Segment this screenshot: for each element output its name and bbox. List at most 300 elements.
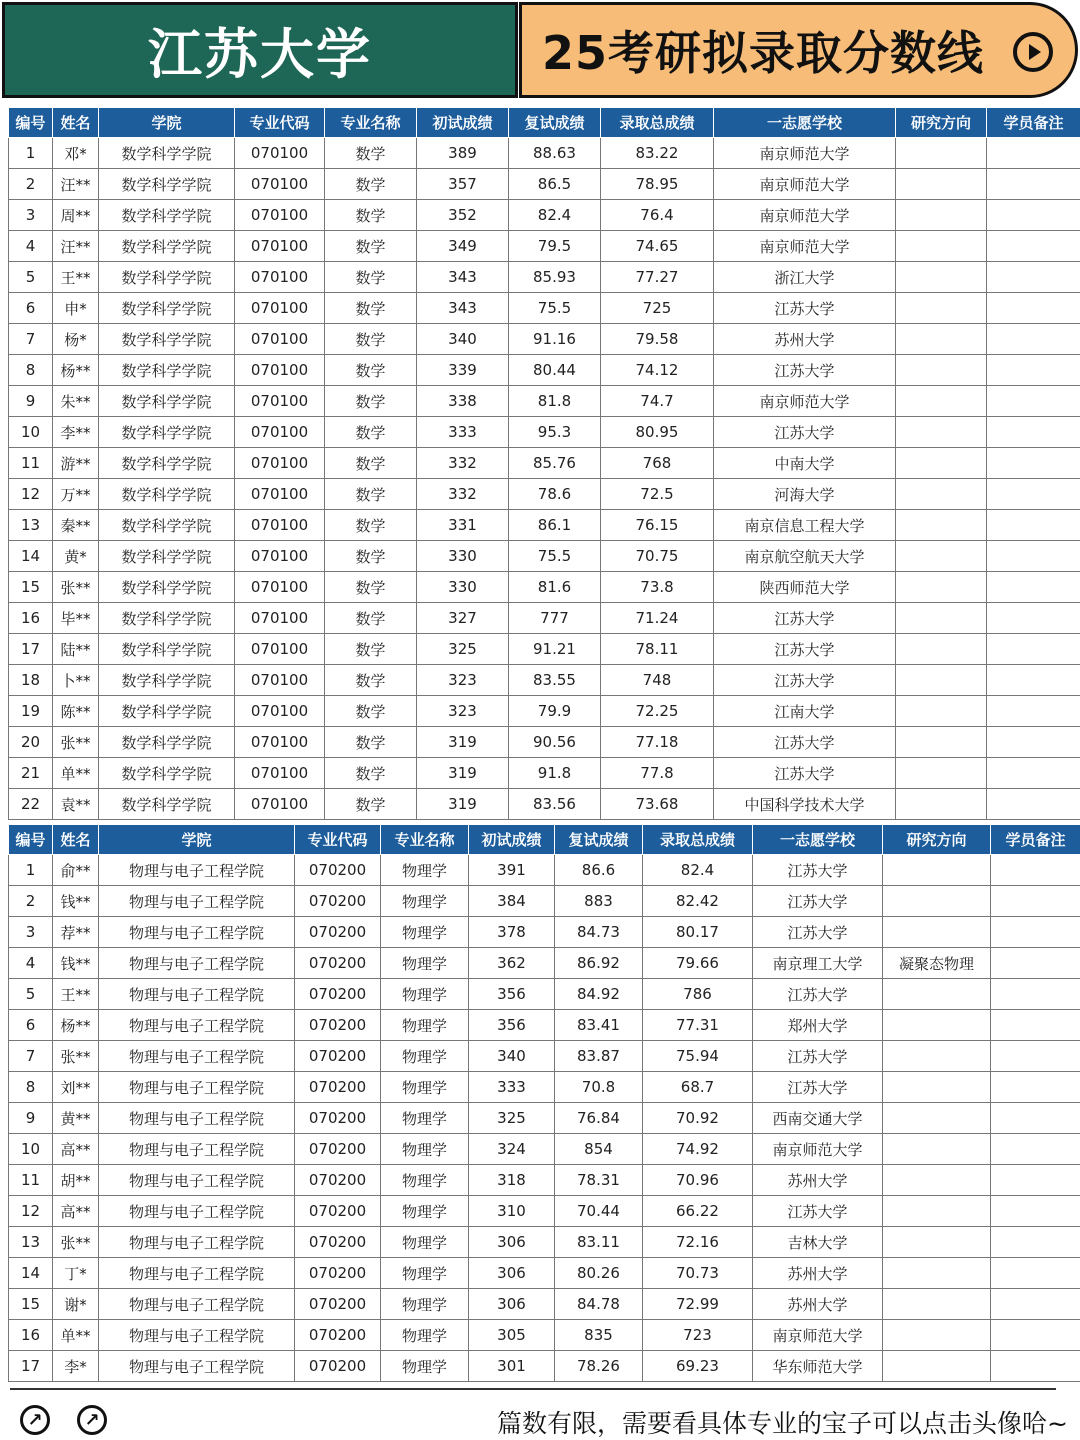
table-cell: [883, 1165, 991, 1196]
table-cell: 数学: [325, 231, 417, 262]
table-cell: [896, 138, 987, 169]
table-cell: [991, 1196, 1080, 1227]
table-cell: 14: [9, 541, 53, 572]
math-score-table: [8, 107, 1080, 820]
table-cell: 748: [601, 665, 714, 696]
table-cell: 384: [469, 886, 555, 917]
table-cell: [896, 572, 987, 603]
table-cell: 秦**: [53, 510, 99, 541]
table-cell: 物理学: [381, 1289, 469, 1320]
table-cell: 883: [555, 886, 643, 917]
column-header: 复试成绩: [555, 825, 643, 855]
table-cell: 汪**: [53, 231, 99, 262]
table-row: [9, 1289, 1080, 1320]
table-cell: 数学科学学院: [99, 603, 235, 634]
table-cell: 江苏大学: [714, 293, 896, 324]
table-cell: [896, 789, 987, 820]
table-cell: 2: [9, 886, 53, 917]
table-cell: 83.11: [555, 1227, 643, 1258]
table-row: [9, 510, 1080, 541]
table-cell: 070200: [295, 1134, 381, 1165]
table-cell: 江苏大学: [753, 1041, 883, 1072]
table-cell: 郑州大学: [753, 1010, 883, 1041]
table-cell: 数学科学学院: [99, 417, 235, 448]
table-cell: 数学: [325, 758, 417, 789]
table-cell: 数学: [325, 634, 417, 665]
table-cell: [896, 448, 987, 479]
table-cell: 75.94: [643, 1041, 753, 1072]
table-cell: 352: [417, 200, 509, 231]
table-cell: 物理与电子工程学院: [99, 1010, 295, 1041]
table-cell: [896, 262, 987, 293]
table-row: [9, 1103, 1080, 1134]
column-header: 姓名: [53, 108, 99, 138]
table-cell: 数学科学学院: [99, 200, 235, 231]
table-cell: 80.17: [643, 917, 753, 948]
table-cell: 江苏大学: [714, 758, 896, 789]
table-cell: 070100: [235, 262, 325, 293]
table-cell: 78.6: [509, 479, 601, 510]
table-cell: 数学: [325, 510, 417, 541]
table-cell: 90.56: [509, 727, 601, 758]
table-cell: 物理与电子工程学院: [99, 1196, 295, 1227]
table-cell: 18: [9, 665, 53, 696]
column-header: 研究方向: [896, 108, 987, 138]
table-cell: 17: [9, 634, 53, 665]
title-banner: [0, 0, 1080, 100]
table-cell: 357: [417, 169, 509, 200]
table-cell: 070200: [295, 855, 381, 886]
table-cell: [987, 355, 1080, 386]
table-cell: [991, 886, 1080, 917]
table-cell: 74.7: [601, 386, 714, 417]
table-cell: 070200: [295, 1010, 381, 1041]
table-cell: 323: [417, 665, 509, 696]
table-row: [9, 789, 1080, 820]
table-cell: 76.4: [601, 200, 714, 231]
table-cell: 陆**: [53, 634, 99, 665]
table-cell: 77.31: [643, 1010, 753, 1041]
table-cell: 84.92: [555, 979, 643, 1010]
table-cell: 9: [9, 386, 53, 417]
table-cell: 79.5: [509, 231, 601, 262]
table-row: [9, 231, 1080, 262]
column-header: 初试成绩: [469, 825, 555, 855]
table-cell: [896, 417, 987, 448]
table-cell: 江苏大学: [714, 727, 896, 758]
table-cell: 768: [601, 448, 714, 479]
table-cell: 323: [417, 696, 509, 727]
table-cell: 物理与电子工程学院: [99, 948, 295, 979]
table-row: [9, 572, 1080, 603]
table-row: [9, 262, 1080, 293]
table-cell: [987, 386, 1080, 417]
table-cell: [991, 917, 1080, 948]
table-cell: 物理学: [381, 855, 469, 886]
table-cell: 南京信息工程大学: [714, 510, 896, 541]
table-cell: 340: [469, 1041, 555, 1072]
table-cell: [991, 1072, 1080, 1103]
table-cell: 5: [9, 262, 53, 293]
table-cell: [883, 1289, 991, 1320]
table-cell: 78.11: [601, 634, 714, 665]
table-cell: 江苏大学: [753, 917, 883, 948]
table-cell: 332: [417, 479, 509, 510]
table-row: [9, 1165, 1080, 1196]
table-cell: 数学科学学院: [99, 448, 235, 479]
table-row: [9, 417, 1080, 448]
table-cell: 070200: [295, 1165, 381, 1196]
table-cell: [987, 231, 1080, 262]
table-cell: 76.15: [601, 510, 714, 541]
table-cell: 12: [9, 1196, 53, 1227]
table-cell: 数学科学学院: [99, 696, 235, 727]
table-cell: 数学: [325, 665, 417, 696]
column-header: 学院: [99, 108, 235, 138]
table-cell: [987, 789, 1080, 820]
table-cell: 数学科学学院: [99, 386, 235, 417]
table-cell: 15: [9, 1289, 53, 1320]
table-row: [9, 1134, 1080, 1165]
table-row: [9, 1258, 1080, 1289]
table-cell: 黄**: [53, 1103, 99, 1134]
table-cell: 物理与电子工程学院: [99, 886, 295, 917]
table-cell: 378: [469, 917, 555, 948]
table-cell: 854: [555, 1134, 643, 1165]
table-cell: [896, 665, 987, 696]
table-cell: 10: [9, 1134, 53, 1165]
table-cell: 单**: [53, 1320, 99, 1351]
table-cell: 22: [9, 789, 53, 820]
table-cell: 5: [9, 979, 53, 1010]
table-cell: 数学科学学院: [99, 231, 235, 262]
table-cell: 8: [9, 1072, 53, 1103]
column-header: 专业名称: [381, 825, 469, 855]
table-cell: 77.8: [601, 758, 714, 789]
physics-table-body: [9, 855, 1080, 1382]
table-cell: [896, 169, 987, 200]
table-cell: 070100: [235, 510, 325, 541]
table-cell: [991, 1134, 1080, 1165]
table-cell: 杨*: [53, 324, 99, 355]
table-cell: 数学: [325, 355, 417, 386]
column-header: 初试成绩: [417, 108, 509, 138]
table-cell: 9: [9, 1103, 53, 1134]
table-cell: 钱**: [53, 886, 99, 917]
table-cell: 数学科学学院: [99, 324, 235, 355]
table-cell: 070200: [295, 1289, 381, 1320]
table-cell: 数学科学学院: [99, 541, 235, 572]
table-cell: 江苏大学: [714, 634, 896, 665]
table-cell: 78.31: [555, 1165, 643, 1196]
table-cell: 物理学: [381, 979, 469, 1010]
title-box: [519, 2, 1078, 98]
table-cell: 物理学: [381, 1196, 469, 1227]
table-cell: 339: [417, 355, 509, 386]
table-cell: 79.9: [509, 696, 601, 727]
table-cell: 2: [9, 169, 53, 200]
table-cell: 72.5: [601, 479, 714, 510]
table-cell: 杨**: [53, 355, 99, 386]
table-cell: 数学科学学院: [99, 169, 235, 200]
table-cell: [987, 200, 1080, 231]
table-cell: 胡**: [53, 1165, 99, 1196]
table-cell: [896, 324, 987, 355]
arrow-up-right-icon[interactable]: ↗: [20, 1405, 50, 1435]
table-cell: 数学: [325, 293, 417, 324]
table-cell: 070200: [295, 1041, 381, 1072]
table-cell: 78.95: [601, 169, 714, 200]
table-cell: 物理学: [381, 1351, 469, 1382]
page-title: 25考研拟录取分数线: [542, 26, 985, 80]
table-row: [9, 138, 1080, 169]
table-cell: 数学科学学院: [99, 262, 235, 293]
table-cell: 江苏大学: [753, 855, 883, 886]
table-cell: [883, 1010, 991, 1041]
table-cell: 数学: [325, 789, 417, 820]
arrow-up-right-icon[interactable]: ↗: [77, 1405, 107, 1435]
table-cell: [896, 355, 987, 386]
table-cell: 物理学: [381, 1258, 469, 1289]
table-cell: 391: [469, 855, 555, 886]
table-cell: 95.3: [509, 417, 601, 448]
math-table-body: [9, 138, 1080, 820]
table-cell: 70.8: [555, 1072, 643, 1103]
table-cell: 070200: [295, 917, 381, 948]
table-row: [9, 448, 1080, 479]
table-cell: 333: [417, 417, 509, 448]
table-cell: 数学: [325, 200, 417, 231]
table-cell: 李*: [53, 1351, 99, 1382]
column-header: 专业名称: [325, 108, 417, 138]
column-header: 学员备注: [987, 108, 1080, 138]
table-cell: 苏州大学: [714, 324, 896, 355]
table-cell: 070100: [235, 355, 325, 386]
table-cell: 75.5: [509, 293, 601, 324]
table-cell: 物理学: [381, 886, 469, 917]
table-cell: 85.93: [509, 262, 601, 293]
table-cell: 070200: [295, 1196, 381, 1227]
table-cell: 物理学: [381, 917, 469, 948]
table-cell: 游**: [53, 448, 99, 479]
table-cell: 数学: [325, 138, 417, 169]
table-cell: 070200: [295, 1072, 381, 1103]
table-cell: [883, 1351, 991, 1382]
table-row: [9, 886, 1080, 917]
table-cell: 19: [9, 696, 53, 727]
table-cell: 80.26: [555, 1258, 643, 1289]
table-cell: 4: [9, 231, 53, 262]
table-cell: [883, 1041, 991, 1072]
table-cell: [896, 696, 987, 727]
table-cell: 南京师范大学: [714, 200, 896, 231]
table-cell: 15: [9, 572, 53, 603]
table-cell: 070100: [235, 324, 325, 355]
table-cell: 西南交通大学: [753, 1103, 883, 1134]
table-cell: 7: [9, 324, 53, 355]
table-cell: 306: [469, 1227, 555, 1258]
table-cell: 物理与电子工程学院: [99, 979, 295, 1010]
table-cell: 物理学: [381, 1103, 469, 1134]
table-cell: 江苏大学: [753, 1072, 883, 1103]
table-cell: [991, 1258, 1080, 1289]
table-cell: 070100: [235, 169, 325, 200]
table-cell: 81.8: [509, 386, 601, 417]
table-cell: 毕**: [53, 603, 99, 634]
table-cell: 数学科学学院: [99, 572, 235, 603]
table-row: [9, 727, 1080, 758]
table-cell: 72.99: [643, 1289, 753, 1320]
table-cell: 南京师范大学: [753, 1134, 883, 1165]
table-cell: 数学: [325, 448, 417, 479]
table-cell: 77.27: [601, 262, 714, 293]
table-row: [9, 541, 1080, 572]
table-cell: 319: [417, 758, 509, 789]
table-cell: 070100: [235, 138, 325, 169]
table-cell: 物理学: [381, 1010, 469, 1041]
table-cell: [987, 262, 1080, 293]
table-cell: 物理与电子工程学院: [99, 1072, 295, 1103]
table-cell: 86.1: [509, 510, 601, 541]
table-cell: 物理与电子工程学院: [99, 1227, 295, 1258]
table-cell: [883, 1196, 991, 1227]
table-cell: 330: [417, 541, 509, 572]
table-cell: 332: [417, 448, 509, 479]
table-cell: 数学科学学院: [99, 789, 235, 820]
table-cell: 306: [469, 1289, 555, 1320]
footer-divider: [10, 1388, 1056, 1390]
table-cell: 数学: [325, 417, 417, 448]
table-row: [9, 665, 1080, 696]
table-cell: [896, 727, 987, 758]
table-cell: 南京师范大学: [714, 386, 896, 417]
table-cell: 10: [9, 417, 53, 448]
table-cell: 张**: [53, 727, 99, 758]
table-cell: 数学: [325, 386, 417, 417]
table-cell: [991, 948, 1080, 979]
table-cell: 318: [469, 1165, 555, 1196]
table-cell: 数学: [325, 696, 417, 727]
table-cell: 070100: [235, 231, 325, 262]
play-arrow-icon[interactable]: [1013, 32, 1053, 72]
table-cell: [987, 293, 1080, 324]
table-cell: 江苏大学: [714, 417, 896, 448]
table-cell: 数学科学学院: [99, 665, 235, 696]
table-cell: 中南大学: [714, 448, 896, 479]
table-cell: 物理与电子工程学院: [99, 1320, 295, 1351]
table-cell: [987, 324, 1080, 355]
table-cell: 张**: [53, 1227, 99, 1258]
table-cell: 331: [417, 510, 509, 541]
table-cell: 777: [509, 603, 601, 634]
table-cell: 单**: [53, 758, 99, 789]
table-cell: 物理与电子工程学院: [99, 1351, 295, 1382]
table-cell: 80.95: [601, 417, 714, 448]
table-row: [9, 169, 1080, 200]
table-row: [9, 758, 1080, 789]
table-cell: [991, 1010, 1080, 1041]
table-cell: 070100: [235, 541, 325, 572]
table-cell: 卜**: [53, 665, 99, 696]
table-cell: 70.92: [643, 1103, 753, 1134]
table-cell: 72.16: [643, 1227, 753, 1258]
table-cell: 苏州大学: [753, 1289, 883, 1320]
table-cell: 070100: [235, 634, 325, 665]
table-cell: 物理学: [381, 1320, 469, 1351]
table-cell: 21: [9, 758, 53, 789]
table-cell: 070100: [235, 727, 325, 758]
column-header: 编号: [9, 108, 53, 138]
table-row: [9, 696, 1080, 727]
table-cell: [883, 979, 991, 1010]
table-cell: [987, 479, 1080, 510]
table-cell: [896, 200, 987, 231]
table-row: [9, 979, 1080, 1010]
table-cell: [991, 1041, 1080, 1072]
table-cell: 物理学: [381, 1041, 469, 1072]
table-cell: [896, 231, 987, 262]
table-cell: 69.23: [643, 1351, 753, 1382]
column-header: 姓名: [53, 825, 99, 855]
table-cell: 71.24: [601, 603, 714, 634]
table-cell: 325: [417, 634, 509, 665]
table-cell: 江苏大学: [753, 1196, 883, 1227]
table-cell: 物理与电子工程学院: [99, 917, 295, 948]
table-cell: [987, 572, 1080, 603]
table-cell: 张**: [53, 572, 99, 603]
table-cell: 84.78: [555, 1289, 643, 1320]
table-cell: 荐**: [53, 917, 99, 948]
table-cell: 16: [9, 603, 53, 634]
table-cell: 丁*: [53, 1258, 99, 1289]
table-cell: 343: [417, 262, 509, 293]
table-cell: [991, 1289, 1080, 1320]
table-cell: 070200: [295, 886, 381, 917]
table-cell: 349: [417, 231, 509, 262]
table-cell: 数学科学学院: [99, 138, 235, 169]
table-cell: 070200: [295, 948, 381, 979]
table-cell: 11: [9, 448, 53, 479]
table-cell: 朱**: [53, 386, 99, 417]
table-cell: 070100: [235, 417, 325, 448]
table-cell: 070200: [295, 1227, 381, 1258]
table-cell: 数学科学学院: [99, 634, 235, 665]
table-cell: 物理学: [381, 1072, 469, 1103]
table-cell: 723: [643, 1320, 753, 1351]
table-cell: 070100: [235, 200, 325, 231]
table-cell: [991, 1320, 1080, 1351]
table-cell: 物理与电子工程学院: [99, 1258, 295, 1289]
table-cell: 高**: [53, 1134, 99, 1165]
table-cell: 物理学: [381, 1165, 469, 1196]
table-cell: 86.5: [509, 169, 601, 200]
table-cell: 刘**: [53, 1072, 99, 1103]
table-cell: 070100: [235, 665, 325, 696]
table-cell: 73.8: [601, 572, 714, 603]
table-cell: 物理与电子工程学院: [99, 1103, 295, 1134]
table-cell: 725: [601, 293, 714, 324]
table-row: [9, 386, 1080, 417]
table-cell: 万**: [53, 479, 99, 510]
table-cell: 88.63: [509, 138, 601, 169]
table-row: [9, 603, 1080, 634]
table-cell: [991, 1103, 1080, 1134]
table-cell: 81.6: [509, 572, 601, 603]
table-cell: 310: [469, 1196, 555, 1227]
table-cell: 物理与电子工程学院: [99, 855, 295, 886]
table-cell: 333: [469, 1072, 555, 1103]
table-cell: 陈**: [53, 696, 99, 727]
